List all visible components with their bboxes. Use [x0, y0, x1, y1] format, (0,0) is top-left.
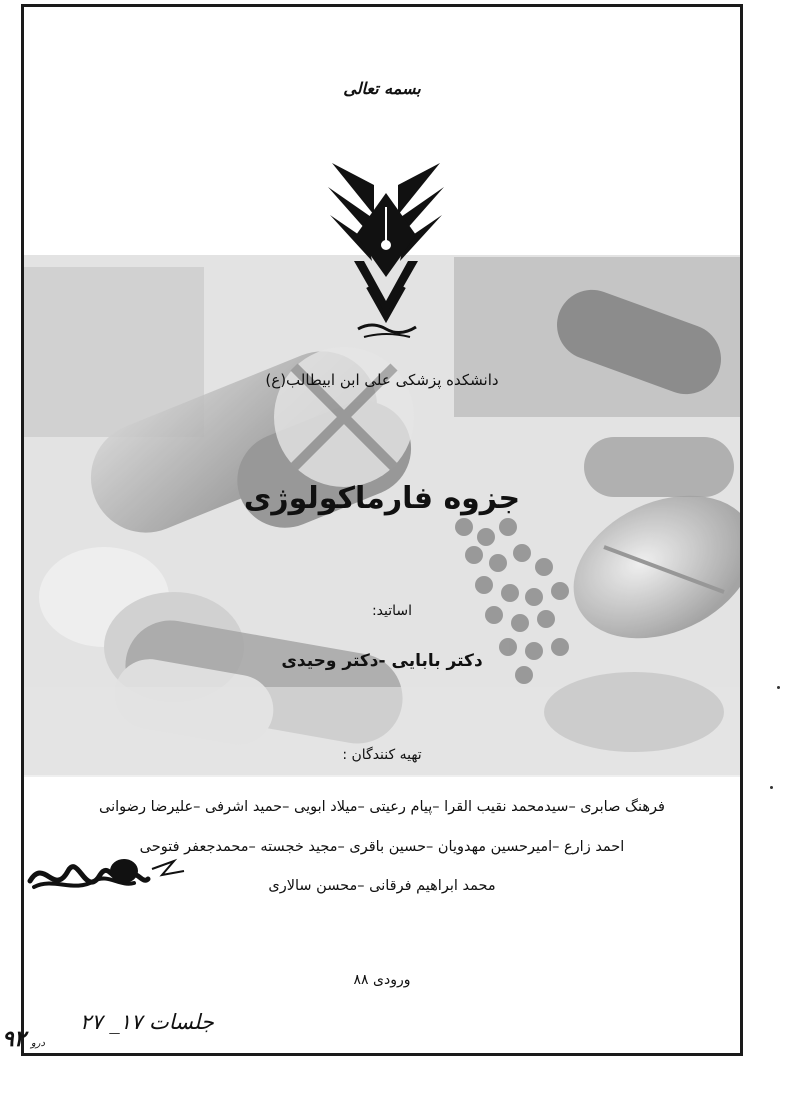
preparers-line: محمد ابراهیم فرقانی –محسن سالاری [268, 878, 496, 894]
handwritten-sessions-note: جلسات ۱۷_ ۲۷ [80, 1010, 214, 1034]
scan-speck [770, 786, 773, 789]
preparers-line: احمد زارع –امیرحسین مهدویان –حسین باقری –مجید خجسته –محمدجعفر فتوحی [139, 839, 625, 855]
ink-scribble [24, 847, 214, 907]
professors-label: اساتید: [371, 603, 413, 619]
document-page [21, 4, 743, 1056]
corner-number: ۹۲ [2, 1026, 26, 1052]
entry-year: ورودی ۸۸ [353, 972, 411, 988]
invocation-heading: بسمه تعالی [343, 79, 421, 98]
corner-text: درو [30, 1038, 45, 1049]
azad-university-logo [324, 157, 448, 343]
scan-speck [777, 686, 780, 689]
preparers-label: تهیه کنندگان : [342, 747, 422, 763]
faculty-name: دانشکده پزشکی علی ابن ابیطالب(ع) [265, 371, 499, 389]
document-title: جزوه فارماکولوژی [243, 481, 521, 516]
professors-names: دکتر بابایی -دکتر وحیدی [281, 651, 483, 671]
preparers-line: فرهنگ صابری –سیدمحمد نقیب القرا –پیام رعیتی –میلاد ابویی –حمید اشرفی –علیرضا رضوانی [99, 799, 665, 815]
handwritten-corner-note [2, 1026, 45, 1052]
